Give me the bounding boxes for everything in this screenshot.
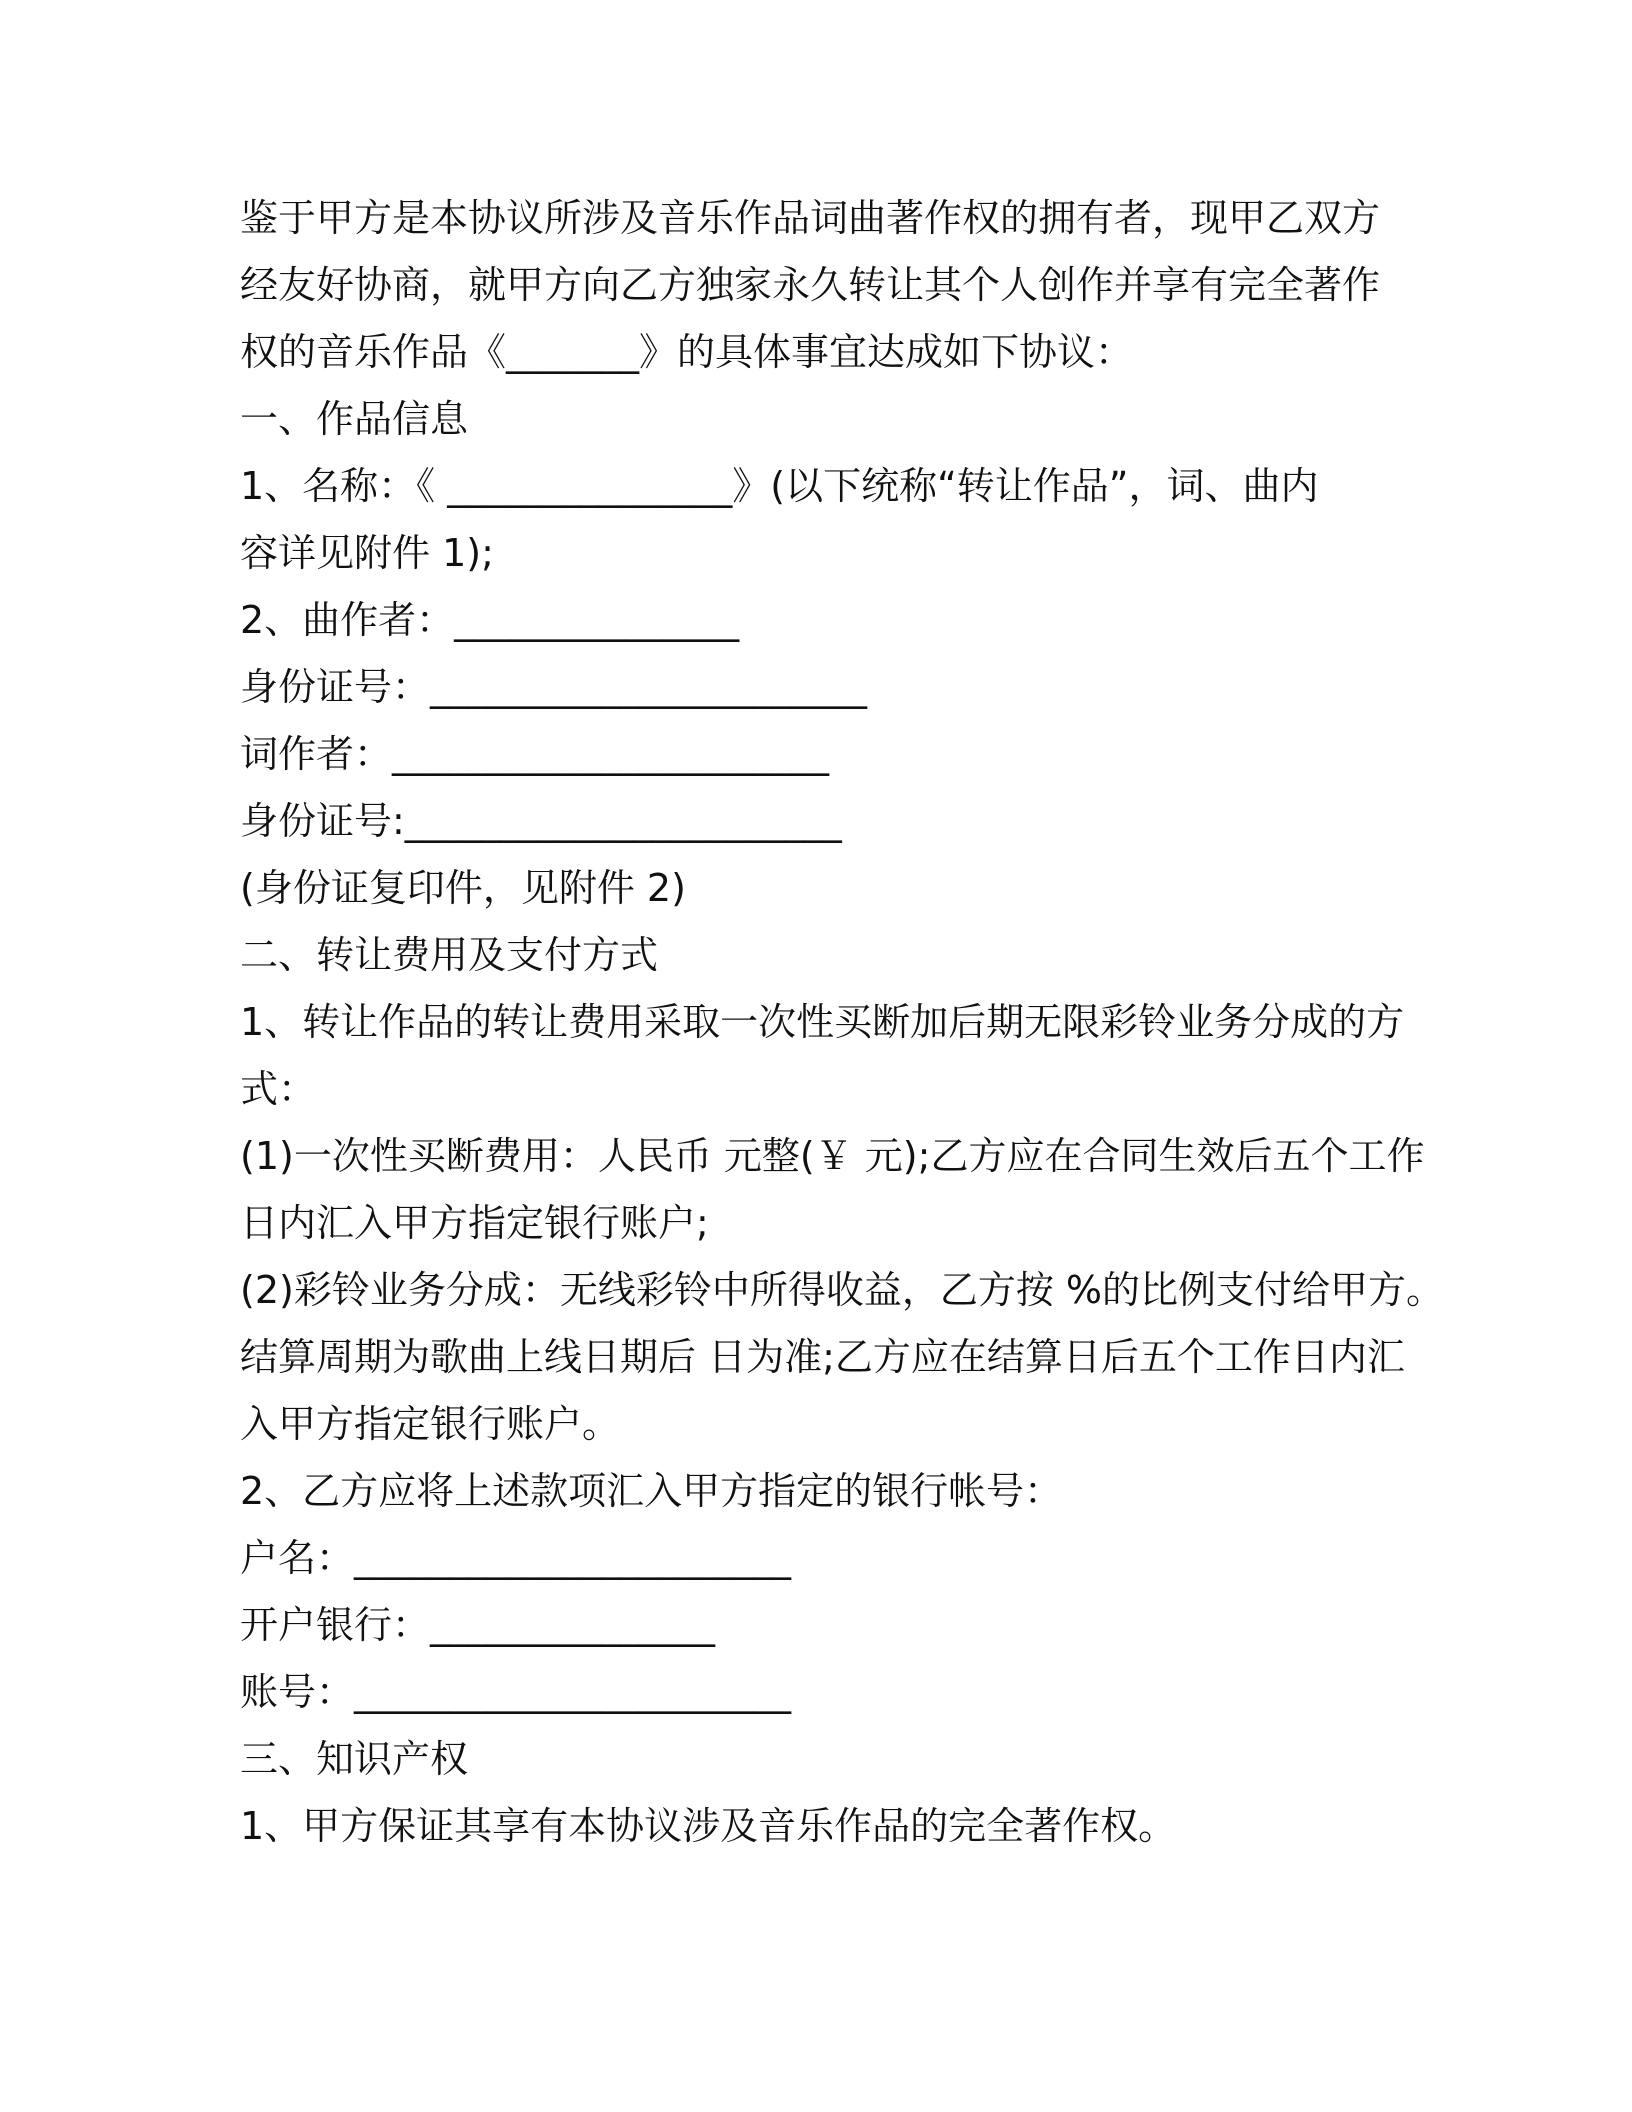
paragraph-line: 1、名称：《 _______________》(以下统称“转让作品”，词、曲内 (240, 464, 1319, 508)
section-heading: 一、作品信息 (240, 397, 469, 441)
paragraph-line: 入甲方指定银行账户。 (240, 1402, 621, 1446)
section-heading: 三、知识产权 (240, 1737, 469, 1781)
paragraph-line: 权的音乐作品《_______》的具体事宜达成如下协议： (240, 330, 1134, 374)
paragraph-line: (1)一次性买断费用：人民币 元整(￥ 元);乙方应在合同生效后五个工作 (240, 1134, 1425, 1178)
form-field-line: 身份证号：_______________________ (240, 665, 868, 709)
paragraph-line: 1、甲方保证其享有本协议涉及音乐作品的完全著作权。 (240, 1804, 1177, 1848)
form-field-line: 2、曲作者：_______________ (240, 598, 740, 642)
paragraph-line: 经友好协商，就甲方向乙方独家永久转让其个人创作并享有完全著作 (240, 263, 1381, 307)
paragraph-line: 结算周期为歌曲上线日期后 日为准;乙方应在结算日后五个工作日内汇 (240, 1335, 1405, 1379)
form-field-line: 身份证号:_______________________ (240, 799, 842, 843)
paragraph-line: (身份证复印件，见附件 2) (240, 866, 686, 910)
paragraph-line: 2、乙方应将上述款项汇入甲方指定的银行帐号： (240, 1469, 1063, 1513)
paragraph-line: 式： (240, 1067, 317, 1111)
paragraph-line: 鉴于甲方是本协议所涉及音乐作品词曲著作权的拥有者，现甲乙双方 (240, 196, 1381, 240)
paragraph-line: 容详见附件 1); (240, 531, 494, 575)
section-heading: 二、转让费用及支付方式 (240, 933, 659, 977)
paragraph-line: 1、转让作品的转让费用采取一次性买断加后期无限彩铃业务分成的方 (240, 1000, 1405, 1044)
form-field-line: 户名：_______________________ (240, 1536, 792, 1580)
form-field-line: 开户银行：_______________ (240, 1603, 716, 1647)
form-field-line: 账号：_______________________ (240, 1670, 792, 1714)
paragraph-line: (2)彩铃业务分成：无线彩铃中所得收益，乙方按 %的比例支付给甲方。 (240, 1268, 1445, 1312)
paragraph-line: 日内汇入甲方指定银行账户; (240, 1201, 709, 1245)
form-field-line: 词作者：_______________________ (240, 732, 830, 776)
document-body (240, 185, 1445, 1860)
